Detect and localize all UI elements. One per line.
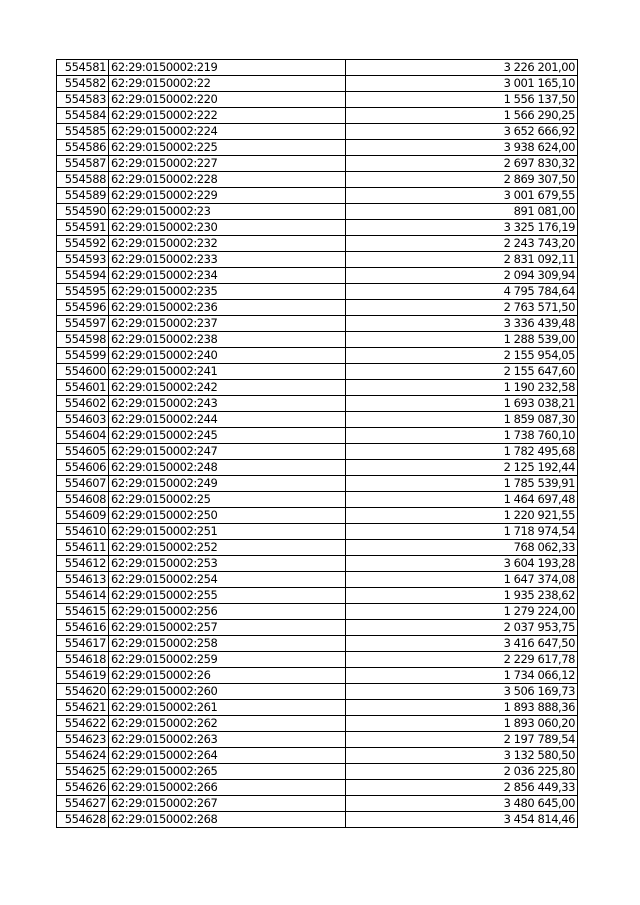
row-number-cell: 554608 xyxy=(57,492,109,508)
value-cell: 3 480 645,00 xyxy=(346,796,578,812)
row-number-cell: 554619 xyxy=(57,668,109,684)
table-row xyxy=(57,460,578,476)
row-number-cell: 554603 xyxy=(57,412,109,428)
value-cell: 3 325 176,19 xyxy=(346,220,578,236)
value-cell: 3 506 169,73 xyxy=(346,684,578,700)
table-row xyxy=(57,636,578,652)
table-row xyxy=(57,204,578,220)
row-number-cell: 554627 xyxy=(57,796,109,812)
value-cell: 3 454 814,46 xyxy=(346,812,578,828)
row-number-cell: 554614 xyxy=(57,588,109,604)
row-number-cell: 554620 xyxy=(57,684,109,700)
row-number-cell: 554609 xyxy=(57,508,109,524)
cadastral-number-cell: 62:29:0150002:242 xyxy=(109,380,346,396)
table-row xyxy=(57,396,578,412)
cadastral-number-cell: 62:29:0150002:249 xyxy=(109,476,346,492)
row-number-cell: 554615 xyxy=(57,604,109,620)
row-number-cell: 554584 xyxy=(57,108,109,124)
table-row xyxy=(57,172,578,188)
value-cell: 2 036 225,80 xyxy=(346,764,578,780)
row-number-cell: 554604 xyxy=(57,428,109,444)
table-row xyxy=(57,220,578,236)
cadastral-number-cell: 62:29:0150002:250 xyxy=(109,508,346,524)
cadastral-number-cell: 62:29:0150002:229 xyxy=(109,188,346,204)
row-number-cell: 554602 xyxy=(57,396,109,412)
cadastral-number-cell: 62:29:0150002:252 xyxy=(109,540,346,556)
row-number-cell: 554583 xyxy=(57,92,109,108)
table-row xyxy=(57,764,578,780)
row-number-cell: 554616 xyxy=(57,620,109,636)
row-number-cell: 554591 xyxy=(57,220,109,236)
row-number-cell: 554589 xyxy=(57,188,109,204)
row-number-cell: 554628 xyxy=(57,812,109,828)
table-row xyxy=(57,108,578,124)
cadastral-number-cell: 62:29:0150002:240 xyxy=(109,348,346,364)
table-row xyxy=(57,508,578,524)
value-cell: 3 001 679,55 xyxy=(346,188,578,204)
row-number-cell: 554624 xyxy=(57,748,109,764)
cadastral-number-cell: 62:29:0150002:267 xyxy=(109,796,346,812)
row-number-cell: 554596 xyxy=(57,300,109,316)
cadastral-number-cell: 62:29:0150002:238 xyxy=(109,332,346,348)
table-row xyxy=(57,300,578,316)
value-cell: 1 566 290,25 xyxy=(346,108,578,124)
cadastral-number-cell: 62:29:0150002:257 xyxy=(109,620,346,636)
table-row xyxy=(57,316,578,332)
cadastral-number-cell: 62:29:0150002:264 xyxy=(109,748,346,764)
cadastral-number-cell: 62:29:0150002:260 xyxy=(109,684,346,700)
cadastral-number-cell: 62:29:0150002:265 xyxy=(109,764,346,780)
value-cell: 1 893 888,36 xyxy=(346,700,578,716)
cadastral-number-cell: 62:29:0150002:236 xyxy=(109,300,346,316)
value-cell: 1 190 232,58 xyxy=(346,380,578,396)
table-row xyxy=(57,284,578,300)
row-number-cell: 554626 xyxy=(57,780,109,796)
row-number-cell: 554610 xyxy=(57,524,109,540)
cadastral-number-cell: 62:29:0150002:268 xyxy=(109,812,346,828)
value-cell: 2 243 743,20 xyxy=(346,236,578,252)
row-number-cell: 554599 xyxy=(57,348,109,364)
table-row xyxy=(57,428,578,444)
table-row xyxy=(57,700,578,716)
table-row xyxy=(57,236,578,252)
value-cell: 3 416 647,50 xyxy=(346,636,578,652)
cadastral-number-cell: 62:29:0150002:233 xyxy=(109,252,346,268)
row-number-cell: 554592 xyxy=(57,236,109,252)
table-row xyxy=(57,188,578,204)
cadastral-number-cell: 62:29:0150002:262 xyxy=(109,716,346,732)
value-cell: 4 795 784,64 xyxy=(346,284,578,300)
value-cell: 1 718 974,54 xyxy=(346,524,578,540)
value-cell: 1 556 137,50 xyxy=(346,92,578,108)
row-number-cell: 554593 xyxy=(57,252,109,268)
table-row xyxy=(57,748,578,764)
value-cell: 2 697 830,32 xyxy=(346,156,578,172)
cadastral-number-cell: 62:29:0150002:245 xyxy=(109,428,346,444)
table-row xyxy=(57,268,578,284)
cadastral-number-cell: 62:29:0150002:251 xyxy=(109,524,346,540)
cadastral-number-cell: 62:29:0150002:230 xyxy=(109,220,346,236)
value-cell: 2 856 449,33 xyxy=(346,780,578,796)
row-number-cell: 554597 xyxy=(57,316,109,332)
row-number-cell: 554611 xyxy=(57,540,109,556)
cadastral-number-cell: 62:29:0150002:22 xyxy=(109,76,346,92)
cadastral-number-cell: 62:29:0150002:225 xyxy=(109,140,346,156)
row-number-cell: 554621 xyxy=(57,700,109,716)
value-cell: 3 226 201,00 xyxy=(346,60,578,76)
value-cell: 1 279 224,00 xyxy=(346,604,578,620)
table-row xyxy=(57,780,578,796)
table-row xyxy=(57,140,578,156)
table-row xyxy=(57,668,578,684)
cadastral-number-cell: 62:29:0150002:261 xyxy=(109,700,346,716)
cadastral-number-cell: 62:29:0150002:228 xyxy=(109,172,346,188)
table-row xyxy=(57,556,578,572)
table-row xyxy=(57,588,578,604)
cadastral-number-cell: 62:29:0150002:232 xyxy=(109,236,346,252)
row-number-cell: 554595 xyxy=(57,284,109,300)
table-row xyxy=(57,444,578,460)
table-row xyxy=(57,332,578,348)
table-row xyxy=(57,620,578,636)
table-row xyxy=(57,412,578,428)
value-cell: 2 037 953,75 xyxy=(346,620,578,636)
row-number-cell: 554607 xyxy=(57,476,109,492)
cadastral-number-cell: 62:29:0150002:248 xyxy=(109,460,346,476)
value-cell: 3 652 666,92 xyxy=(346,124,578,140)
row-number-cell: 554625 xyxy=(57,764,109,780)
value-cell: 1 288 539,00 xyxy=(346,332,578,348)
value-cell: 1 647 374,08 xyxy=(346,572,578,588)
value-cell: 3 604 193,28 xyxy=(346,556,578,572)
value-cell: 891 081,00 xyxy=(346,204,578,220)
row-number-cell: 554582 xyxy=(57,76,109,92)
cadastral-number-cell: 62:29:0150002:241 xyxy=(109,364,346,380)
row-number-cell: 554587 xyxy=(57,156,109,172)
cadastral-number-cell: 62:29:0150002:234 xyxy=(109,268,346,284)
row-number-cell: 554622 xyxy=(57,716,109,732)
cadastral-number-cell: 62:29:0150002:227 xyxy=(109,156,346,172)
value-cell: 1 220 921,55 xyxy=(346,508,578,524)
cadastral-number-cell: 62:29:0150002:244 xyxy=(109,412,346,428)
table-row xyxy=(57,476,578,492)
table-row xyxy=(57,684,578,700)
row-number-cell: 554617 xyxy=(57,636,109,652)
value-cell: 2 155 647,60 xyxy=(346,364,578,380)
row-number-cell: 554588 xyxy=(57,172,109,188)
table-row xyxy=(57,124,578,140)
table-row xyxy=(57,76,578,92)
table-row xyxy=(57,716,578,732)
value-cell: 1 734 066,12 xyxy=(346,668,578,684)
value-cell: 2 831 092,11 xyxy=(346,252,578,268)
row-number-cell: 554612 xyxy=(57,556,109,572)
table-row xyxy=(57,540,578,556)
table-row xyxy=(57,572,578,588)
row-number-cell: 554601 xyxy=(57,380,109,396)
cadastral-number-cell: 62:29:0150002:222 xyxy=(109,108,346,124)
value-cell: 2 197 789,54 xyxy=(346,732,578,748)
value-cell: 3 132 580,50 xyxy=(346,748,578,764)
row-number-cell: 554598 xyxy=(57,332,109,348)
value-cell: 768 062,33 xyxy=(346,540,578,556)
row-number-cell: 554585 xyxy=(57,124,109,140)
row-number-cell: 554618 xyxy=(57,652,109,668)
cadastral-number-cell: 62:29:0150002:219 xyxy=(109,60,346,76)
value-cell: 2 763 571,50 xyxy=(346,300,578,316)
cadastral-number-cell: 62:29:0150002:263 xyxy=(109,732,346,748)
cadastral-number-cell: 62:29:0150002:26 xyxy=(109,668,346,684)
cadastral-number-cell: 62:29:0150002:235 xyxy=(109,284,346,300)
cadastral-number-cell: 62:29:0150002:243 xyxy=(109,396,346,412)
cadastral-number-cell: 62:29:0150002:224 xyxy=(109,124,346,140)
table-row xyxy=(57,604,578,620)
value-cell: 1 893 060,20 xyxy=(346,716,578,732)
row-number-cell: 554606 xyxy=(57,460,109,476)
cadastral-number-cell: 62:29:0150002:266 xyxy=(109,780,346,796)
row-number-cell: 554590 xyxy=(57,204,109,220)
row-number-cell: 554623 xyxy=(57,732,109,748)
table-row xyxy=(57,524,578,540)
table-row xyxy=(57,796,578,812)
table-row xyxy=(57,156,578,172)
cadastral-number-cell: 62:29:0150002:247 xyxy=(109,444,346,460)
row-number-cell: 554605 xyxy=(57,444,109,460)
table-row xyxy=(57,60,578,76)
cadastral-value-table xyxy=(56,59,578,828)
value-cell: 1 693 038,21 xyxy=(346,396,578,412)
table-row xyxy=(57,252,578,268)
value-cell: 1 859 087,30 xyxy=(346,412,578,428)
table-row xyxy=(57,652,578,668)
table-row xyxy=(57,380,578,396)
value-cell: 3 001 165,10 xyxy=(346,76,578,92)
table-row xyxy=(57,492,578,508)
row-number-cell: 554586 xyxy=(57,140,109,156)
value-cell: 3 938 624,00 xyxy=(346,140,578,156)
table-row xyxy=(57,812,578,828)
value-cell: 2 155 954,05 xyxy=(346,348,578,364)
table-body xyxy=(57,60,578,828)
table-row xyxy=(57,732,578,748)
value-cell: 1 464 697,48 xyxy=(346,492,578,508)
value-cell: 2 869 307,50 xyxy=(346,172,578,188)
value-cell: 2 229 617,78 xyxy=(346,652,578,668)
row-number-cell: 554594 xyxy=(57,268,109,284)
row-number-cell: 554613 xyxy=(57,572,109,588)
cadastral-number-cell: 62:29:0150002:23 xyxy=(109,204,346,220)
value-cell: 1 782 495,68 xyxy=(346,444,578,460)
cadastral-number-cell: 62:29:0150002:253 xyxy=(109,556,346,572)
cadastral-number-cell: 62:29:0150002:258 xyxy=(109,636,346,652)
table-row xyxy=(57,92,578,108)
cadastral-number-cell: 62:29:0150002:259 xyxy=(109,652,346,668)
value-cell: 1 738 760,10 xyxy=(346,428,578,444)
value-cell: 3 336 439,48 xyxy=(346,316,578,332)
cadastral-number-cell: 62:29:0150002:237 xyxy=(109,316,346,332)
value-cell: 2 094 309,94 xyxy=(346,268,578,284)
value-cell: 1 935 238,62 xyxy=(346,588,578,604)
cadastral-number-cell: 62:29:0150002:255 xyxy=(109,588,346,604)
row-number-cell: 554581 xyxy=(57,60,109,76)
cadastral-number-cell: 62:29:0150002:256 xyxy=(109,604,346,620)
row-number-cell: 554600 xyxy=(57,364,109,380)
table-row xyxy=(57,348,578,364)
cadastral-number-cell: 62:29:0150002:25 xyxy=(109,492,346,508)
cadastral-number-cell: 62:29:0150002:254 xyxy=(109,572,346,588)
value-cell: 2 125 192,44 xyxy=(346,460,578,476)
value-cell: 1 785 539,91 xyxy=(346,476,578,492)
cadastral-number-cell: 62:29:0150002:220 xyxy=(109,92,346,108)
table-row xyxy=(57,364,578,380)
